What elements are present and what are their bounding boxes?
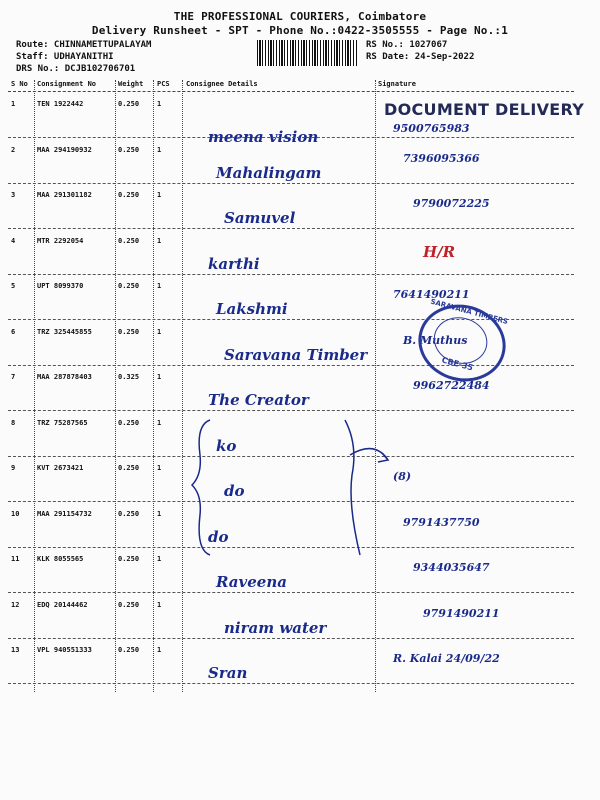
row-consignment-no: KLK 8055565 — [37, 555, 84, 563]
signature-handwritten: (8) — [393, 470, 412, 483]
row-sno: 1 — [11, 100, 16, 108]
row-pcs: 1 — [157, 236, 162, 245]
consignee-handwritten: meena vision — [208, 128, 319, 146]
row-weight: 0.250 — [118, 418, 140, 427]
rs-number: RS No.: 1027067 — [366, 40, 448, 50]
document-delivery-stamp: DOCUMENT DELIVERY — [384, 100, 585, 119]
row-weight: 0.250 — [118, 100, 140, 108]
col-sno: S No — [11, 80, 28, 88]
col-consignee-details: Consignee Details — [186, 80, 258, 88]
table-row — [8, 185, 574, 229]
row-consignment-no: EDQ 20144462 — [37, 600, 88, 609]
signature-handwritten: 9791490211 — [423, 606, 500, 620]
consignee-handwritten: ko — [216, 436, 237, 455]
row-weight: 0.250 — [118, 191, 140, 199]
runsheet-title: Delivery Runsheet - SPT - Phone No.:0422-3505555 - Page No.:1 — [91, 24, 509, 37]
row-sno: 10 — [11, 509, 20, 518]
col-pcs: PCS — [157, 80, 170, 88]
row-pcs: 1 — [157, 282, 162, 290]
row-consignment-no: MAA 291154732 — [37, 509, 92, 518]
signature-handwritten: B. Muthus — [403, 333, 468, 347]
row-sno: 3 — [11, 191, 16, 199]
row-weight: 0.250 — [118, 464, 140, 472]
consignee-handwritten: do — [208, 527, 229, 546]
consignee-handwritten: Samuvel — [224, 209, 296, 227]
row-consignment-no: MAA 287878403 — [37, 373, 92, 381]
consignee-handwritten: Mahalingam — [216, 163, 322, 182]
row-sno: 8 — [11, 418, 16, 427]
col-weight: Weight — [118, 80, 144, 88]
barcode-image — [257, 40, 357, 66]
row-pcs: 1 — [157, 418, 162, 427]
seal-bottom-text: CBE-35 — [440, 355, 474, 373]
row-weight: 0.250 — [118, 600, 140, 609]
row-sno: 5 — [11, 282, 16, 290]
row-weight: 0.325 — [118, 373, 140, 381]
runsheet-table — [8, 80, 574, 692]
row-consignment-no: VPL 940551333 — [37, 646, 92, 654]
consignee-handwritten: Raveena — [216, 573, 287, 591]
row-consignment-no: TEN 1922442 — [37, 100, 84, 108]
consignee-handwritten: Sran — [208, 664, 248, 682]
table-row — [8, 640, 574, 684]
row-pcs: 1 — [157, 600, 162, 609]
table-row — [8, 140, 574, 184]
col-consignment: Consignment No — [37, 80, 97, 88]
row-pcs: 1 — [157, 100, 162, 108]
row-consignment-no: MAA 291301182 — [37, 191, 92, 199]
signature-handwritten: 7641490211 — [393, 288, 470, 301]
signature-handwritten: 9500765983 — [393, 122, 470, 135]
consignee-handwritten: do — [224, 482, 245, 500]
row-sno: 6 — [11, 327, 16, 336]
bracket-annotation — [190, 415, 390, 565]
staff-label: Staff: UDHAYANITHI — [16, 52, 114, 62]
row-weight: 0.250 — [118, 327, 140, 336]
table-row — [8, 595, 574, 639]
col-signature: Signature — [378, 80, 416, 88]
drs-number: DRS No.: DCJB102706701 — [16, 64, 136, 74]
row-sno: 7 — [11, 373, 16, 381]
row-consignment-no: UPT 8099370 — [37, 282, 84, 290]
row-consignment-no: TRZ 75287565 — [37, 418, 88, 427]
row-sno: 4 — [11, 236, 16, 245]
row-weight: 0.250 — [118, 509, 140, 518]
row-consignment-no: KVT 2673421 — [37, 464, 84, 472]
signature-handwritten: 9962722484 — [413, 379, 490, 392]
row-sno: 11 — [11, 555, 20, 563]
row-pcs: 1 — [157, 191, 162, 199]
consignee-handwritten: karthi — [208, 254, 260, 273]
row-weight: 0.250 — [118, 646, 140, 654]
consignee-handwritten: The Creator — [208, 391, 309, 409]
row-pcs: 1 — [157, 373, 162, 381]
signature-handwritten: 9791437750 — [403, 515, 480, 529]
rs-date: RS Date: 24-Sep-2022 — [366, 52, 475, 62]
row-pcs: 1 — [157, 555, 162, 563]
row-pcs: 1 — [157, 646, 162, 654]
row-sno: 12 — [11, 600, 20, 609]
signature-handwritten: H/R — [423, 242, 456, 261]
signature-handwritten: 9344035647 — [413, 561, 490, 574]
signature-handwritten: 9790072225 — [413, 197, 490, 210]
table-row — [8, 231, 574, 275]
signature-handwritten: R. Kalai 24/09/22 — [393, 652, 500, 665]
row-consignment-no: TRZ 325445855 — [37, 327, 92, 336]
consignee-handwritten: niram water — [224, 618, 327, 637]
signature-handwritten: 7396095366 — [403, 151, 480, 165]
route-label: Route: CHINNAMETTUPALAYAM — [16, 40, 152, 50]
row-weight: 0.250 — [118, 555, 140, 563]
consignee-handwritten: Saravana Timber — [224, 345, 368, 364]
consignee-handwritten: Lakshmi — [216, 300, 288, 318]
row-weight: 0.250 — [118, 282, 140, 290]
row-pcs: 1 — [157, 327, 162, 336]
row-weight: 0.250 — [118, 145, 140, 154]
row-pcs: 1 — [157, 145, 162, 154]
row-pcs: 1 — [157, 509, 162, 518]
row-weight: 0.250 — [118, 236, 140, 245]
row-pcs: 1 — [157, 464, 162, 472]
seal-top-text: SARAVANA TIMBERS — [429, 297, 509, 326]
row-sno: 9 — [11, 464, 16, 472]
company-title: THE PROFESSIONAL COURIERS, Coimbatore — [173, 10, 427, 23]
row-sno: 13 — [11, 646, 20, 654]
row-consignment-no: MTR 2292054 — [37, 236, 84, 245]
row-consignment-no: MAA 294190932 — [37, 145, 92, 154]
row-sno: 2 — [11, 145, 16, 154]
